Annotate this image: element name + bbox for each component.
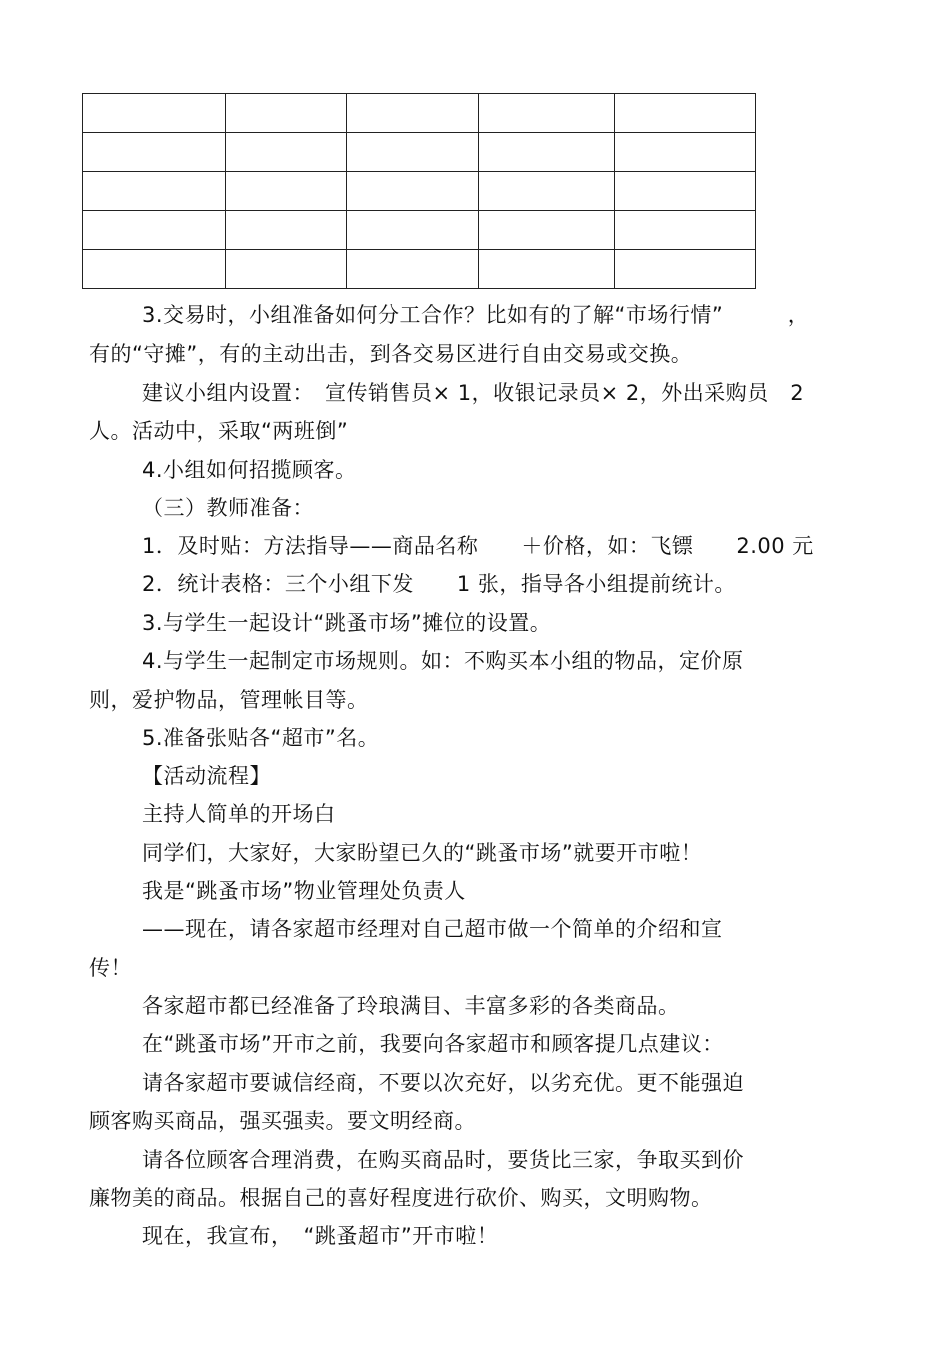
paragraph-line: ——现在，请各家超市经理对自己超市做一个简单的介绍和宣 (142, 917, 723, 941)
paragraph-line: 4.小组如何招揽顾客。 (142, 458, 357, 482)
paragraph-line: 传！ (89, 956, 132, 980)
paragraph-line: 同学们，大家好，大家盼望已久的“跳蚤市场”就要开市啦！ (142, 841, 703, 865)
paragraph-line: 人。活动中，采取“两班倒” (89, 419, 349, 443)
paragraph-line: 3.与学生一起设计“跳蚤市场”摊位的设置。 (142, 611, 552, 635)
paragraph-line: 主持人简单的开场白 (142, 802, 336, 826)
paragraph-line: 现在，我宣布， “跳蚤超市”开市啦！ (142, 1224, 499, 1248)
paragraph-line: 顾客购买商品，强买强卖。要文明经商。 (89, 1109, 476, 1133)
paragraph-line: 建议小组内设置： 宣传销售员× 1，收银记录员× 2，外出采购员 2 (142, 381, 805, 405)
paragraph-line: 3.交易时，小组准备如何分工合作？比如有的了解“市场行情” ， (142, 303, 810, 327)
paragraph-line: 请各家超市要诚信经商，不要以次充好，以劣充优。更不能强迫 (142, 1071, 744, 1095)
paragraph-line: 廉物美的商品。根据自己的喜好程度进行砍价、购买，文明购物。 (89, 1186, 713, 1210)
paragraph-line: 在“跳蚤市场”开市之前，我要向各家超市和顾客提几点建议： (142, 1032, 724, 1056)
paragraph-line: 我是“跳蚤市场”物业管理处负责人 (142, 879, 466, 903)
section-heading: （三）教师准备： (142, 496, 314, 520)
paragraph-line: 请各位顾客合理消费，在购买商品时，要货比三家，争取买到价 (142, 1148, 744, 1172)
paragraph-line: 5.准备张贴各“超市”名。 (142, 726, 380, 750)
paragraph-line: 2．统计表格：三个小组下发 1 张，指导各小组提前统计。 (142, 572, 736, 596)
paragraph-line: 各家超市都已经准备了玲琅满目、丰富多彩的各类商品。 (142, 994, 680, 1018)
paragraph-line: 则，爱护物品，管理帐目等。 (89, 688, 369, 712)
paragraph-line: 有的“守摊”，有的主动出击，到各交易区进行自由交易或交换。 (89, 342, 693, 366)
paragraph-line: 4.与学生一起制定市场规则。如：不购买本小组的物品，定价原 (142, 649, 744, 673)
section-heading: 【活动流程】 (142, 764, 271, 788)
paragraph-line: 1．及时贴：方法指导——商品名称 ＋价格，如：飞镖 2.00 元 (142, 534, 814, 558)
